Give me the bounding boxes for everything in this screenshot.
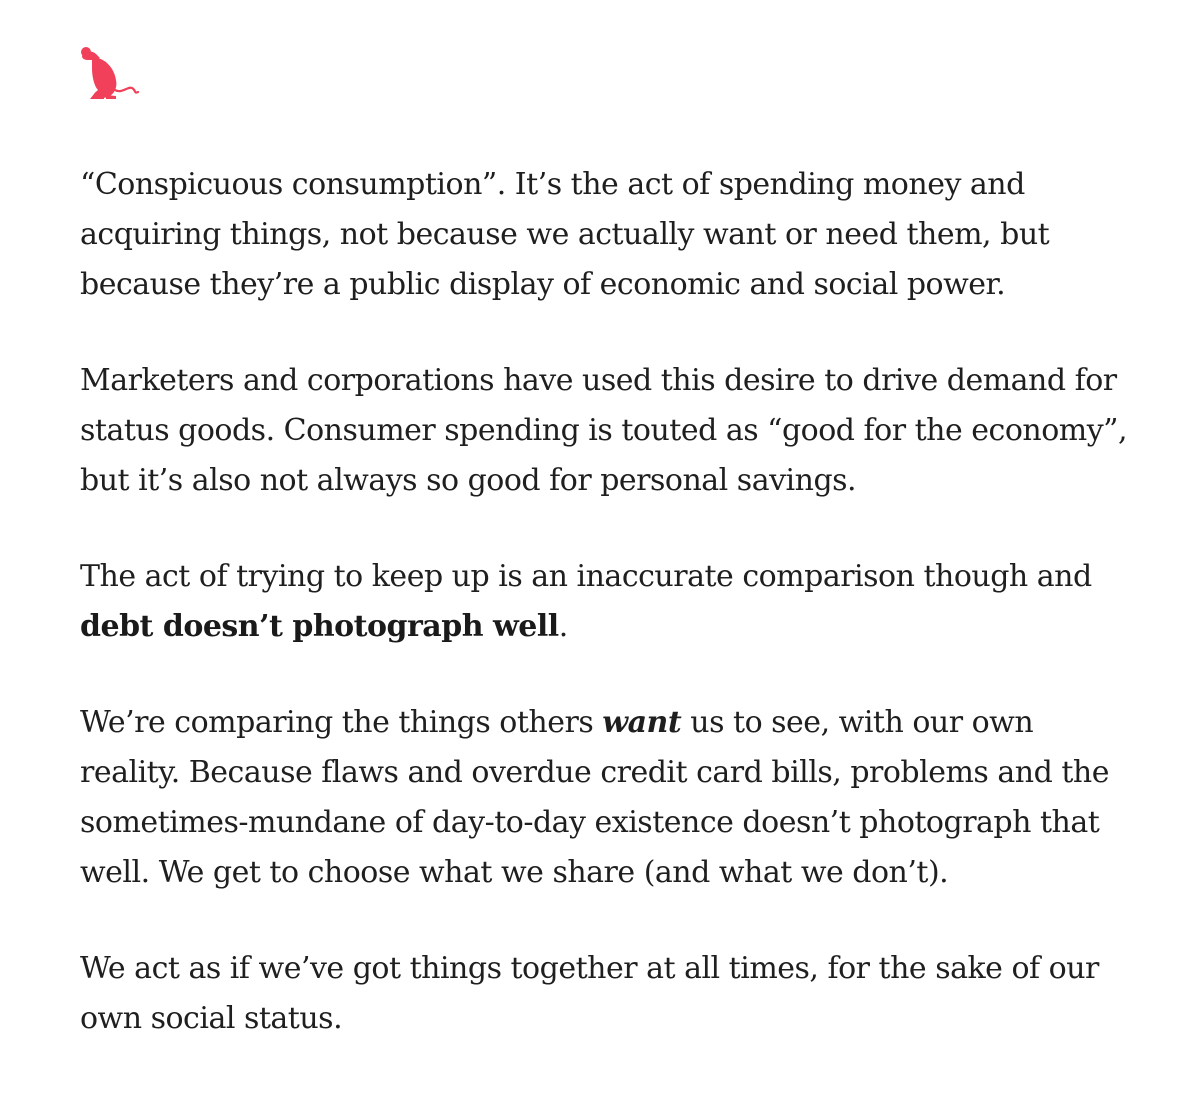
emphasis-word: want [602, 705, 682, 740]
bold-phrase: debt doesn’t photograph well [80, 609, 559, 644]
rat-icon[interactable] [80, 46, 140, 102]
article-body [80, 160, 1140, 1044]
paragraph-3-end: . [558, 609, 568, 644]
paragraph-4-rest: us to see, with our own reality. Because flaws and overdue credit card bills, problems and the sometimes-mundane of day-to-day existence doesn’t photograph that well. We get to choose what we share (and what we don’t). [80, 705, 1109, 890]
paragraph-4 [80, 698, 1140, 898]
paragraph-4-text: We’re comparing the things others [80, 705, 603, 740]
paragraph-3-text: The act of trying to keep up is an inaccurate comparison though and [80, 559, 1092, 594]
paragraph-2: Marketers and corporations have used this desire to drive demand for status goods. Consumer spending is touted as “good for the economy”, but it’s also not always so good for personal savings. [80, 363, 1128, 498]
paragraph-3 [80, 552, 1140, 652]
paragraph-1: “Conspicuous consumption”. It’s the act of spending money and acquiring things, not because we actually want or need them, but because they’re a public display of economic and social power. [80, 167, 1050, 302]
paragraph-5: We act as if we’ve got things together at all times, for the sake of our own social status. [80, 951, 1099, 1036]
